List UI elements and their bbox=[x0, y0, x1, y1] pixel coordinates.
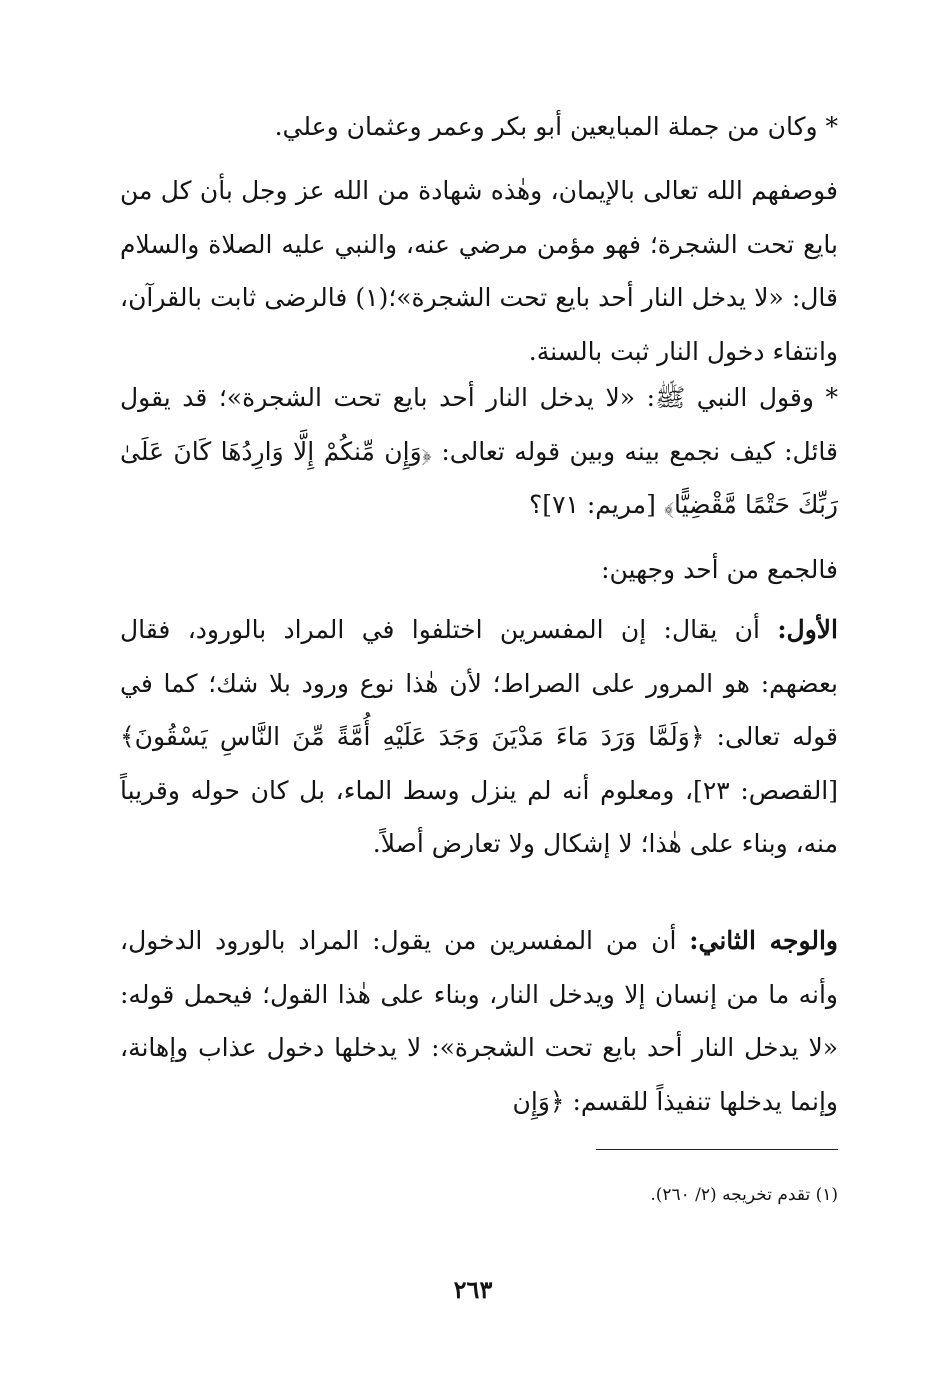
paragraph-1 bbox=[120, 100, 838, 154]
paragraph-3 bbox=[120, 371, 838, 532]
paragraph-text: فوصفهم الله تعالى بالإيمان، وهٰذه شهادة من الله عز وجل بأن كل من بايع تحت الشجرة؛ فهو مؤمن مرضي عنه، والنبي عليه الصلاة والسلام قال: «لا يدخل النار أحد بايع تحت الشجرة»؛(١) فالرضى ثابت بالقرآن، وانتفاء دخول النار ثبت بالسنة. bbox=[120, 176, 838, 366]
paragraph-text: * وقول النبي ﷺ: «لا يدخل النار أحد بايع تحت الشجرة»؛ قد يقول قائل: كيف نجمع بينه وبين قوله تعالى: ﴿وَإِن مِّنكُمْ إِلَّا وَارِدُهَا كَانَ عَلَىٰ رَبِّكَ حَتْمًا مَّقْضِيًّا﴾ [مريم: ٧١]؟ bbox=[120, 383, 838, 519]
paragraph-text bbox=[120, 603, 838, 871]
paragraph-6 bbox=[120, 914, 838, 1128]
footnote: (١) تقدم تخريجه (٢/ ٢٦٠). bbox=[650, 1185, 838, 1205]
paragraph-5 bbox=[120, 603, 838, 871]
paragraph-body: أن من المفسرين من يقول: المراد بالورود الدخول، وأنه ما من إنسان إلا ويدخل النار، وبناء على هٰذا القول؛ فيحمل قوله: «لا يدخل النار أحد بايع تحت الشجرة»: لا يدخلها دخول عذاب وإهانة، وإنما يدخلها تنفيذاً للقسم: ﴿وَإِن bbox=[120, 926, 838, 1116]
paragraph-text: فالجمع من أحد وجهين: bbox=[601, 555, 838, 584]
paragraph-text: * وكان من جملة المبايعين أبو بكر وعمر وعثمان وعلي. bbox=[274, 112, 838, 141]
paragraph-lead: والوجه الثاني: bbox=[689, 926, 838, 955]
paragraph-text bbox=[120, 914, 838, 1128]
paragraph-lead: الأول: bbox=[777, 615, 838, 644]
footnote-divider bbox=[596, 1149, 838, 1150]
page-number: ٢٦٣ bbox=[453, 1275, 493, 1304]
paragraph-body: أن يقال: إن المفسرين اختلفوا في المراد بالورود، فقال بعضهم: هو المرور على الصراط؛ لأن هٰذا نوع ورود بلا شك؛ كما في قوله تعالى: ﴿وَلَمَّا وَرَدَ مَاءَ مَدْيَنَ وَجَدَ عَلَيْهِ أُمَّةً مِّنَ النَّاسِ يَسْقُونَ﴾ [القصص: ٢٣]، ومعلوم أنه لم ينزل وسط الماء، بل كان حوله وقريباً منه، وبناء على هٰذا؛ لا إشكال ولا تعارض أصلاً. bbox=[120, 615, 839, 858]
paragraph-4 bbox=[120, 543, 838, 597]
paragraph-2 bbox=[120, 164, 838, 378]
